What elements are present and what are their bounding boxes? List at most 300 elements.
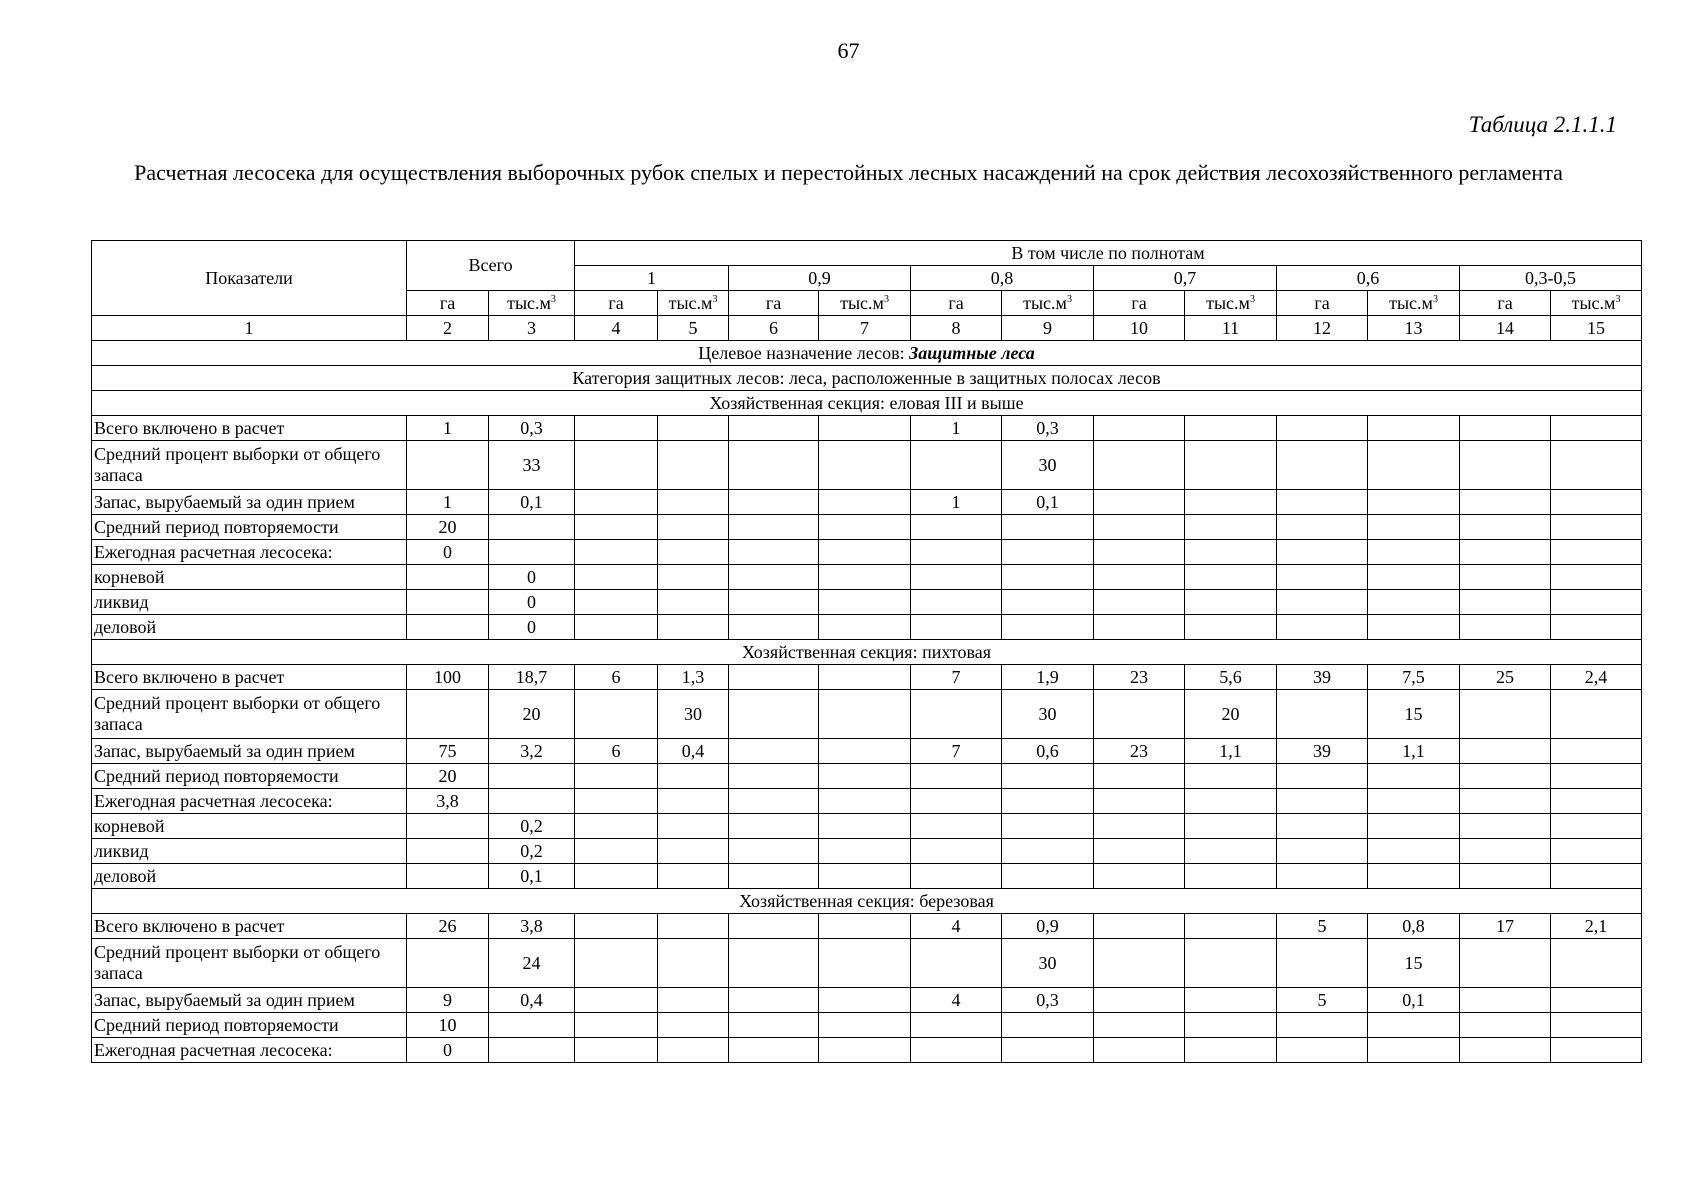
table-cell: [407, 839, 489, 864]
table-cell: 23: [1094, 739, 1185, 764]
table-cell: 39: [1277, 665, 1368, 690]
table-cell: [1460, 441, 1551, 490]
table-cell: [1185, 789, 1277, 814]
table-cell: [729, 615, 819, 640]
table-cell: [1094, 864, 1185, 889]
table-cell: [819, 615, 911, 640]
row-label: Средний период повторяемости: [92, 515, 407, 540]
table-cell: [575, 814, 658, 839]
table-cell: [819, 565, 911, 590]
table-cell: 30: [658, 690, 729, 739]
table-cell: [575, 764, 658, 789]
table-cell: 0: [407, 540, 489, 565]
table-cell: [911, 1013, 1002, 1038]
table-cell: 1: [911, 490, 1002, 515]
table-cell: 0,2: [489, 814, 575, 839]
unit-volume-sup: 3: [550, 293, 556, 305]
unit-volume-sup: 3: [1066, 293, 1072, 305]
column-number: 5: [658, 316, 729, 341]
table-cell: 2,1: [1551, 914, 1642, 939]
table-cell: [1094, 814, 1185, 839]
row-label: деловой: [92, 615, 407, 640]
table-cell: 0,1: [489, 864, 575, 889]
table-cell: [489, 789, 575, 814]
table-cell: [819, 839, 911, 864]
table-cell: [1460, 988, 1551, 1013]
table-cell: 0,2: [489, 839, 575, 864]
row-label: Запас, вырубаемый за один прием: [92, 988, 407, 1013]
section-header-row: [92, 889, 1642, 914]
header-density: 0,8: [911, 266, 1094, 291]
column-number: 1: [92, 316, 407, 341]
table-cell: [1460, 739, 1551, 764]
column-number: 4: [575, 316, 658, 341]
table-cell: [1551, 939, 1642, 988]
purpose-row: [92, 341, 1642, 366]
table-row: [92, 490, 1642, 515]
table-cell: [1277, 540, 1368, 565]
table-cell: [729, 515, 819, 540]
table-cell: [1368, 490, 1460, 515]
table-cell: [575, 864, 658, 889]
header-density: 0,3-0,5: [1460, 266, 1642, 291]
row-label: Средний процент выборки от общего запаса: [92, 690, 407, 739]
unit-ha: га: [407, 291, 489, 316]
table-cell: 1,1: [1368, 739, 1460, 764]
table-cell: [1551, 416, 1642, 441]
table-cell: [658, 914, 729, 939]
unit-volume: [1185, 291, 1277, 316]
table-cell: [819, 764, 911, 789]
table-cell: [911, 515, 1002, 540]
unit-volume-sup: 3: [1615, 293, 1621, 305]
table-cell: [1185, 540, 1277, 565]
table-cell: [729, 1013, 819, 1038]
table-cell: [1460, 789, 1551, 814]
header-density: 0,6: [1277, 266, 1460, 291]
table-cell: [1460, 839, 1551, 864]
table-cell: [1002, 565, 1094, 590]
table-cell: [1094, 615, 1185, 640]
table-cell: 7: [911, 739, 1002, 764]
table-cell: [1002, 839, 1094, 864]
table-cell: [1551, 490, 1642, 515]
table-cell: [1094, 690, 1185, 739]
table-cell: 23: [1094, 665, 1185, 690]
table-cell: [1460, 615, 1551, 640]
table-cell: [1551, 814, 1642, 839]
table-cell: [729, 665, 819, 690]
table-row: [92, 864, 1642, 889]
table-cell: 1,3: [658, 665, 729, 690]
row-label: ликвид: [92, 590, 407, 615]
row-label: корневой: [92, 814, 407, 839]
table-cell: [575, 441, 658, 490]
unit-volume-text: тыс.м: [1206, 292, 1250, 313]
table-cell: [1551, 739, 1642, 764]
table-cell: [1551, 864, 1642, 889]
table-cell: [1460, 590, 1551, 615]
table-cell: 30: [1002, 690, 1094, 739]
column-number: 10: [1094, 316, 1185, 341]
section-title: Хозяйственная секция: березовая: [92, 889, 1642, 914]
column-number: 14: [1460, 316, 1551, 341]
table-cell: [819, 739, 911, 764]
section-title: Хозяйственная секция: пихтовая: [92, 640, 1642, 665]
unit-volume-text: тыс.м: [1023, 292, 1067, 313]
table-cell: [911, 939, 1002, 988]
table-cell: 6: [575, 665, 658, 690]
table-cell: 0,6: [1002, 739, 1094, 764]
row-label: Средний процент выборки от общего запаса: [92, 939, 407, 988]
column-number: 9: [1002, 316, 1094, 341]
row-label: корневой: [92, 565, 407, 590]
table-cell: [1551, 565, 1642, 590]
section-title: Хозяйственная секция: еловая III и выше: [92, 391, 1642, 416]
table-cell: [407, 441, 489, 490]
table-cell: [729, 789, 819, 814]
table-cell: 100: [407, 665, 489, 690]
table-cell: [575, 1013, 658, 1038]
table-row: [92, 515, 1642, 540]
table-cell: [1368, 540, 1460, 565]
table-cell: 20: [407, 515, 489, 540]
table-cell: [407, 565, 489, 590]
column-number: 6: [729, 316, 819, 341]
table-cell: [1094, 839, 1185, 864]
table-cell: 3,2: [489, 739, 575, 764]
table-cell: [1551, 690, 1642, 739]
table-cell: 0: [489, 565, 575, 590]
table-cell: [1002, 590, 1094, 615]
table-cell: [1551, 839, 1642, 864]
table-cell: [1185, 988, 1277, 1013]
table-cell: [729, 540, 819, 565]
unit-volume-text: тыс.м: [1389, 292, 1433, 313]
table-cell: [1368, 864, 1460, 889]
table-cell: 20: [407, 764, 489, 789]
unit-volume: [1368, 291, 1460, 316]
table-cell: [1277, 814, 1368, 839]
table-cell: [729, 939, 819, 988]
table-cell: [1460, 1013, 1551, 1038]
table-cell: [658, 839, 729, 864]
table-row: [92, 839, 1642, 864]
table-cell: 2,4: [1551, 665, 1642, 690]
table-row: [92, 615, 1642, 640]
table-cell: 5: [1277, 988, 1368, 1013]
table-row: [92, 1038, 1642, 1063]
table-cell: 4: [911, 988, 1002, 1013]
table-cell: [658, 590, 729, 615]
table-cell: [489, 1013, 575, 1038]
table-row: [92, 739, 1642, 764]
table-cell: 24: [489, 939, 575, 988]
table-cell: 0,3: [1002, 988, 1094, 1013]
table-cell: 1,9: [1002, 665, 1094, 690]
table-cell: [1460, 690, 1551, 739]
unit-volume: [489, 291, 575, 316]
table-cell: [575, 690, 658, 739]
table-cell: [1185, 615, 1277, 640]
table-cell: 4: [911, 914, 1002, 939]
table-cell: [1460, 490, 1551, 515]
row-label: Ежегодная расчетная лесосека:: [92, 540, 407, 565]
table-cell: [1002, 615, 1094, 640]
column-number: 8: [911, 316, 1002, 341]
table-cell: [819, 1038, 911, 1063]
table-cell: 0,3: [489, 416, 575, 441]
table-cell: [658, 615, 729, 640]
table-cell: [1551, 515, 1642, 540]
table-cell: [575, 540, 658, 565]
table-cell: [911, 839, 1002, 864]
table-cell: [729, 690, 819, 739]
header-indicators: Показатели: [92, 241, 407, 316]
table-row: [92, 665, 1642, 690]
table-cell: 10: [407, 1013, 489, 1038]
table-cell: [1002, 764, 1094, 789]
table-cell: 7: [911, 665, 1002, 690]
table-cell: [575, 1038, 658, 1063]
table-cell: [489, 1038, 575, 1063]
table-cell: [1368, 416, 1460, 441]
table-cell: [489, 540, 575, 565]
table-cell: [489, 764, 575, 789]
table-cell: [819, 914, 911, 939]
table-cell: [1094, 515, 1185, 540]
table-cell: [1277, 515, 1368, 540]
header-by-density: В том числе по полнотам: [575, 241, 1642, 266]
table-cell: [1277, 864, 1368, 889]
table-cell: [1002, 814, 1094, 839]
table-cell: [1185, 839, 1277, 864]
table-cell: 0,1: [489, 490, 575, 515]
table-cell: [729, 441, 819, 490]
table-cell: [658, 764, 729, 789]
table-cell: [1551, 1013, 1642, 1038]
table-cell: [1368, 814, 1460, 839]
section-header-row: [92, 640, 1642, 665]
unit-volume-sup: 3: [1432, 293, 1438, 305]
table-row: [92, 690, 1642, 739]
table-row: [92, 441, 1642, 490]
table-cell: 75: [407, 739, 489, 764]
table-cell: [575, 789, 658, 814]
table-cell: [1094, 590, 1185, 615]
table-cell: [819, 864, 911, 889]
table-cell: [1551, 1038, 1642, 1063]
table-row: [92, 590, 1642, 615]
table-cell: [1460, 764, 1551, 789]
table-cell: 0,8: [1368, 914, 1460, 939]
table-cell: 0,4: [489, 988, 575, 1013]
unit-volume-text: тыс.м: [1571, 292, 1616, 313]
table-cell: [1460, 515, 1551, 540]
table-cell: [1094, 1038, 1185, 1063]
document-title: Расчетная лесосека для осуществления выборочных рубок спелых и перестойных лесных насаждений на срок действия лесохозяйственного регламента: [134, 160, 1563, 185]
table-cell: [1094, 490, 1185, 515]
row-label: Всего включено в расчет: [92, 665, 407, 690]
table-cell: [911, 441, 1002, 490]
row-label: Всего включено в расчет: [92, 416, 407, 441]
table-cell: [1277, 441, 1368, 490]
section-header-row: [92, 391, 1642, 416]
table-cell: [658, 864, 729, 889]
table-cell: [819, 416, 911, 441]
unit-ha: га: [1277, 291, 1368, 316]
unit-volume: [819, 291, 911, 316]
table-cell: 1,1: [1185, 739, 1277, 764]
table-cell: [729, 864, 819, 889]
table-cell: [911, 590, 1002, 615]
table-cell: [658, 988, 729, 1013]
table-cell: [729, 590, 819, 615]
row-label: деловой: [92, 864, 407, 889]
table-cell: [1551, 764, 1642, 789]
table-cell: [819, 540, 911, 565]
table-cell: [1277, 690, 1368, 739]
table-cell: [819, 988, 911, 1013]
table-cell: 7,5: [1368, 665, 1460, 690]
table-cell: [1002, 1013, 1094, 1038]
table-cell: [1460, 814, 1551, 839]
table-cell: 0: [489, 590, 575, 615]
table-cell: [575, 615, 658, 640]
table-cell: 30: [1002, 939, 1094, 988]
unit-ha: га: [1094, 291, 1185, 316]
table-cell: 39: [1277, 739, 1368, 764]
table-cell: [575, 565, 658, 590]
table-cell: [1094, 789, 1185, 814]
table-cell: [575, 914, 658, 939]
table-cell: [1368, 565, 1460, 590]
table-cell: [575, 839, 658, 864]
table-label: Таблица 2.1.1.1: [1468, 112, 1617, 137]
table-row: [92, 939, 1642, 988]
unit-volume-sup: 3: [712, 293, 718, 305]
table-row: [92, 988, 1642, 1013]
unit-volume-sup: 3: [883, 293, 889, 305]
table-cell: [1277, 615, 1368, 640]
table-cell: 0: [407, 1038, 489, 1063]
table-cell: [407, 939, 489, 988]
table-cell: [1368, 789, 1460, 814]
table-cell: 0,3: [1002, 416, 1094, 441]
table-cell: [729, 416, 819, 441]
row-label: Средний период повторяемости: [92, 764, 407, 789]
unit-volume-text: тыс.м: [668, 292, 713, 313]
table-cell: [658, 939, 729, 988]
table-row: [92, 814, 1642, 839]
table-cell: [1277, 839, 1368, 864]
table-cell: [407, 814, 489, 839]
table-cell: [1277, 939, 1368, 988]
table-cell: 26: [407, 914, 489, 939]
table-cell: 30: [1002, 441, 1094, 490]
table-cell: 25: [1460, 665, 1551, 690]
table-cell: [911, 615, 1002, 640]
unit-volume-text: тыс.м: [507, 292, 551, 313]
table-cell: [1460, 416, 1551, 441]
table-cell: [1277, 789, 1368, 814]
table-cell: [911, 540, 1002, 565]
table-cell: [1460, 939, 1551, 988]
column-number: 15: [1551, 316, 1642, 341]
column-number: 7: [819, 316, 911, 341]
table-cell: [575, 590, 658, 615]
table-cell: 1: [407, 416, 489, 441]
table-cell: [1185, 515, 1277, 540]
table-cell: [819, 814, 911, 839]
table-cell: [1185, 764, 1277, 789]
purpose-value: Защитные леса: [909, 342, 1035, 363]
table-cell: [911, 565, 1002, 590]
row-label: Средний период повторяемости: [92, 1013, 407, 1038]
table-cell: [575, 988, 658, 1013]
table-cell: [1277, 565, 1368, 590]
row-label: ликвид: [92, 839, 407, 864]
table-cell: [729, 839, 819, 864]
table-cell: [1368, 515, 1460, 540]
table-cell: 20: [489, 690, 575, 739]
table-cell: [1185, 939, 1277, 988]
table-cell: 0,9: [1002, 914, 1094, 939]
table-cell: [1368, 839, 1460, 864]
table-cell: 9: [407, 988, 489, 1013]
table-cell: [1094, 540, 1185, 565]
table-body: [92, 241, 1642, 1063]
column-number: 12: [1277, 316, 1368, 341]
table-cell: [819, 1013, 911, 1038]
header-density: 0,9: [729, 266, 911, 291]
table-cell: 0: [489, 615, 575, 640]
table-cell: [658, 490, 729, 515]
table-row: [92, 914, 1642, 939]
table-cell: [1368, 441, 1460, 490]
table-cell: [729, 764, 819, 789]
header-total: Всего: [407, 241, 575, 291]
table-cell: [575, 490, 658, 515]
unit-volume-text: тыс.м: [840, 292, 884, 313]
unit-volume: [658, 291, 729, 316]
table-cell: [575, 416, 658, 441]
table-cell: [575, 515, 658, 540]
column-number: 3: [489, 316, 575, 341]
table-cell: 1: [407, 490, 489, 515]
table-cell: [1185, 490, 1277, 515]
table-cell: [819, 665, 911, 690]
table-cell: [819, 690, 911, 739]
table-cell: [819, 441, 911, 490]
table-cell: 1: [911, 416, 1002, 441]
table-cell: [1368, 1013, 1460, 1038]
table-cell: [729, 565, 819, 590]
table-cell: [1002, 1038, 1094, 1063]
table-row: [92, 789, 1642, 814]
table-cell: [1185, 914, 1277, 939]
table-cell: [1094, 939, 1185, 988]
column-number: 13: [1368, 316, 1460, 341]
unit-ha: га: [1460, 291, 1551, 316]
row-label: Запас, вырубаемый за один прием: [92, 490, 407, 515]
table-cell: [819, 789, 911, 814]
table-cell: [1368, 590, 1460, 615]
table-cell: [1460, 540, 1551, 565]
row-label: Средний процент выборки от общего запаса: [92, 441, 407, 490]
table-cell: [1002, 515, 1094, 540]
table-cell: [658, 814, 729, 839]
